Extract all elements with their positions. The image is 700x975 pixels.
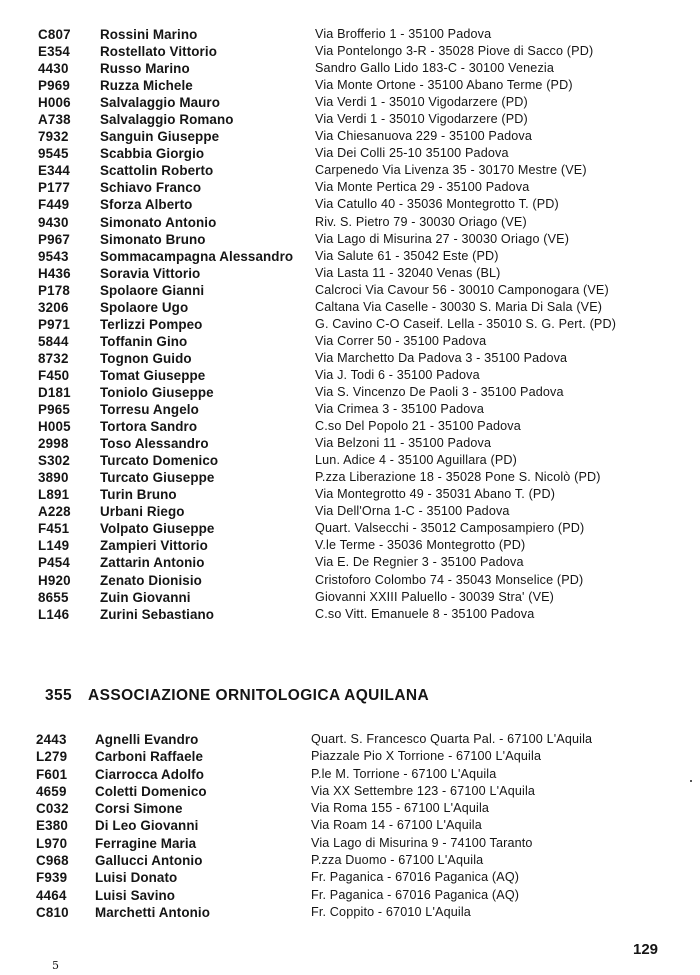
member-row: [0, 748, 700, 765]
member-code: 8655: [38, 589, 69, 605]
member-address: Via Chiesanuova 229 - 35100 Padova: [315, 129, 533, 144]
member-code: C810: [36, 904, 69, 920]
member-name: Tomat Giuseppe: [100, 367, 206, 383]
member-code: P967: [38, 231, 71, 247]
member-name: Zenato Dionisio: [100, 572, 202, 588]
member-row: [0, 43, 700, 60]
member-row: [0, 145, 700, 162]
member-code: 4464: [36, 887, 67, 903]
member-list-section-2: [0, 731, 700, 921]
member-address: Fr. Paganica - 67016 Paganica (AQ): [311, 870, 520, 885]
member-name: Spolaore Gianni: [100, 282, 205, 298]
member-row: [0, 469, 700, 486]
signature-mark: 5: [52, 959, 59, 972]
member-row: [0, 731, 700, 748]
member-address: Via Crimea 3 - 35100 Padova: [315, 402, 485, 417]
member-code: P177: [38, 180, 71, 196]
member-address: Carpenedo Via Livenza 35 - 30170 Mestre (VE): [315, 163, 587, 178]
member-address: Via Correr 50 - 35100 Padova: [315, 333, 487, 348]
member-address: Giovanni XXIII Paluello - 30039 Stra' (VE): [315, 589, 555, 604]
member-name: Marchetti Antonio: [95, 904, 211, 920]
member-address: Calcroci Via Cavour 56 - 30010 Camponogara (VE): [315, 282, 609, 297]
member-list-section-1: [0, 26, 700, 623]
member-code: 9545: [38, 146, 69, 162]
member-row: [0, 401, 700, 418]
member-address: Piazzale Pio X Torrione - 67100 L'Aquila: [311, 749, 542, 764]
member-code: H436: [38, 265, 71, 281]
member-address: Via Dell'Orna 1-C - 35100 Padova: [315, 504, 510, 519]
member-code: S302: [38, 453, 71, 469]
member-address: Fr. Coppito - 67010 L'Aquila: [311, 904, 471, 919]
member-row: [0, 128, 700, 145]
member-row: [0, 486, 700, 503]
member-code: 7932: [38, 129, 69, 145]
section-title: ASSOCIAZIONE ORNITOLOGICA AQUILANA: [88, 687, 430, 704]
member-row: [0, 783, 700, 800]
member-row: [0, 350, 700, 367]
member-address: P.le M. Torrione - 67100 L'Aquila: [311, 766, 497, 781]
member-address: Via Monte Pertica 29 - 35100 Padova: [315, 180, 530, 195]
member-code: A738: [38, 112, 71, 128]
member-code: E354: [38, 44, 71, 60]
member-row: [0, 852, 700, 869]
margin-dot: [690, 780, 692, 782]
member-name: Corsi Simone: [95, 801, 183, 817]
member-code: P454: [38, 555, 71, 571]
member-code: L149: [38, 538, 70, 554]
member-row: [0, 60, 700, 77]
member-row: [0, 367, 700, 384]
member-row: [0, 835, 700, 852]
member-address: Via Salute 61 - 35042 Este (PD): [315, 248, 499, 263]
member-name: Ferragine Maria: [95, 835, 197, 851]
member-address: P.zza Duomo - 67100 L'Aquila: [311, 853, 484, 868]
member-name: Turin Bruno: [100, 487, 177, 503]
member-name: Zampieri Vittorio: [100, 538, 208, 554]
member-name: Volpato Giuseppe: [100, 521, 215, 537]
member-row: [0, 384, 700, 401]
member-code: C968: [36, 853, 69, 869]
member-address: C.so Del Popolo 21 - 35100 Padova: [315, 419, 521, 434]
member-address: Via XX Settembre 123 - 67100 L'Aquila: [311, 783, 536, 798]
member-address: Lun. Adice 4 - 35100 Aguillara (PD): [315, 453, 517, 468]
member-row: [0, 316, 700, 333]
member-code: 2443: [36, 732, 67, 747]
member-name: Russo Marino: [100, 61, 190, 77]
member-code: L279: [36, 749, 68, 765]
member-name: Carboni Raffaele: [95, 749, 204, 765]
member-name: Agnelli Evandro: [95, 732, 199, 747]
member-name: Turcato Giuseppe: [100, 470, 215, 486]
member-code: C807: [38, 27, 71, 42]
member-address: G. Cavino C-O Caseif. Lella - 35010 S. G. Pert. (PD): [315, 316, 617, 331]
member-name: Soravia Vittorio: [100, 265, 201, 281]
member-address: Via Belzoni 11 - 35100 Padova: [315, 436, 492, 451]
member-code: 4430: [38, 61, 69, 77]
section-number: 355: [45, 687, 73, 704]
member-code: P969: [38, 78, 71, 94]
member-name: Torresu Angelo: [100, 402, 199, 418]
member-address: Via Lasta 11 - 32040 Venas (BL): [315, 265, 501, 280]
member-row: [0, 606, 700, 623]
member-name: Toffanin Gino: [100, 333, 188, 349]
member-row: [0, 589, 700, 606]
member-code: 9430: [38, 214, 69, 230]
member-code: P178: [38, 282, 71, 298]
member-code: H006: [38, 95, 71, 111]
member-address: Cristoforo Colombo 74 - 35043 Monselice (PD): [315, 572, 584, 587]
member-address: Via E. De Regnier 3 - 35100 Padova: [315, 555, 524, 570]
member-name: Toniolo Giuseppe: [100, 384, 214, 400]
member-code: H005: [38, 419, 71, 435]
member-name: Di Leo Giovanni: [95, 818, 199, 834]
member-code: H920: [38, 572, 71, 588]
member-name: Simonato Antonio: [100, 214, 217, 230]
member-code: L891: [38, 487, 70, 503]
member-name: Luisi Savino: [95, 887, 176, 903]
member-code: E380: [36, 818, 69, 834]
member-row: [0, 887, 700, 904]
member-address: Via Catullo 40 - 35036 Montegrotto T. (PD): [315, 197, 559, 212]
member-code: 2998: [38, 436, 69, 452]
member-name: Tortora Sandro: [100, 419, 198, 435]
member-code: F451: [38, 521, 70, 537]
member-row: [0, 333, 700, 350]
member-name: Scattolin Roberto: [100, 163, 214, 179]
member-address: V.le Terme - 35036 Montegrotto (PD): [315, 538, 526, 553]
member-row: [0, 179, 700, 196]
member-name: Urbani Riego: [100, 504, 185, 520]
member-row: [0, 554, 700, 571]
member-code: P965: [38, 402, 71, 418]
member-row: [0, 214, 700, 231]
member-address: P.zza Liberazione 18 - 35028 Pone S. Nicolò (PD): [315, 470, 601, 485]
member-name: Rostellato Vittorio: [100, 44, 217, 60]
member-name: Zattarin Antonio: [100, 555, 205, 571]
member-name: Scabbia Giorgio: [100, 146, 205, 162]
member-code: 5844: [38, 333, 69, 349]
member-row: [0, 904, 700, 921]
member-code: C032: [36, 801, 69, 817]
member-row: [0, 77, 700, 94]
member-name: Turcato Domenico: [100, 453, 219, 469]
member-row: [0, 435, 700, 452]
member-row: [0, 196, 700, 213]
member-row: [0, 26, 700, 43]
member-row: [0, 248, 700, 265]
section-heading: [45, 687, 429, 705]
member-name: Sforza Alberto: [100, 197, 193, 213]
member-address: Via J. Todi 6 - 35100 Padova: [315, 367, 480, 382]
member-name: Spolaore Ugo: [100, 299, 189, 315]
member-name: Gallucci Antonio: [95, 853, 203, 869]
member-code: L146: [38, 606, 70, 622]
member-name: Ruzza Michele: [100, 78, 193, 94]
member-address: Via Brofferio 1 - 35100 Padova: [315, 27, 492, 41]
member-address: Via Lago di Misurina 27 - 30030 Oriago (VE): [315, 231, 570, 246]
member-name: Zurini Sebastiano: [100, 606, 215, 622]
member-row: [0, 452, 700, 469]
member-address: Quart. S. Francesco Quarta Pal. - 67100 L'Aquila: [311, 732, 593, 746]
member-code: E344: [38, 163, 71, 179]
member-name: Coletti Domenico: [95, 783, 207, 799]
member-address: Via Verdi 1 - 35010 Vigodarzere (PD): [315, 95, 528, 110]
member-row: [0, 869, 700, 886]
member-address: Via Verdi 1 - 35010 Vigodarzere (PD): [315, 112, 528, 127]
member-code: F450: [38, 367, 70, 383]
member-name: Rossini Marino: [100, 27, 198, 42]
member-name: Schiavo Franco: [100, 180, 202, 196]
member-row: [0, 537, 700, 554]
member-code: A228: [38, 504, 71, 520]
member-code: 9543: [38, 248, 69, 264]
member-address: Via Roam 14 - 67100 L'Aquila: [311, 818, 482, 833]
member-address: Via Dei Colli 25-10 35100 Padova: [315, 146, 509, 161]
member-row: [0, 231, 700, 248]
member-row: [0, 162, 700, 179]
member-address: Caltana Via Caselle - 30030 S. Maria Di Sala (VE): [315, 299, 603, 314]
member-code: D181: [38, 384, 71, 400]
member-name: Salvalaggio Mauro: [100, 95, 221, 111]
member-address: Via Lago di Misurina 9 - 74100 Taranto: [311, 835, 533, 850]
member-row: [0, 800, 700, 817]
member-name: Luisi Donato: [95, 870, 178, 886]
member-code: P971: [38, 316, 71, 332]
member-row: [0, 817, 700, 834]
member-address: C.so Vitt. Emanuele 8 - 35100 Padova: [315, 606, 535, 621]
member-row: [0, 111, 700, 128]
member-row: [0, 572, 700, 589]
member-code: 8732: [38, 350, 69, 366]
member-address: Via S. Vincenzo De Paoli 3 - 35100 Padova: [315, 384, 564, 399]
member-row: [0, 282, 700, 299]
member-code: 3890: [38, 470, 69, 486]
member-name: Ciarrocca Adolfo: [95, 766, 204, 782]
member-address: Riv. S. Pietro 79 - 30030 Oriago (VE): [315, 214, 527, 229]
member-address: Via Pontelongo 3-R - 35028 Piove di Sacco (PD): [315, 44, 594, 59]
member-name: Tognon Guido: [100, 350, 192, 366]
member-address: Quart. Valsecchi - 35012 Camposampiero (PD): [315, 521, 585, 536]
member-address: Via Marchetto Da Padova 3 - 35100 Padova: [315, 350, 568, 365]
member-code: F601: [36, 766, 68, 782]
member-row: [0, 94, 700, 111]
member-name: Salvalaggio Romano: [100, 112, 234, 128]
member-name: Terlizzi Pompeo: [100, 316, 203, 332]
member-row: [0, 503, 700, 520]
member-row: [0, 265, 700, 282]
member-address: Fr. Paganica - 67016 Paganica (AQ): [311, 887, 520, 902]
member-code: F449: [38, 197, 70, 213]
member-row: [0, 520, 700, 537]
member-name: Sommacampagna Alessandro: [100, 248, 294, 264]
member-address: Via Montegrotto 49 - 35031 Abano T. (PD): [315, 487, 556, 502]
member-name: Zuin Giovanni: [100, 589, 191, 605]
member-code: L970: [36, 835, 68, 851]
member-address: Sandro Gallo Lido 183-C - 30100 Venezia: [315, 61, 554, 76]
member-address: Via Monte Ortone - 35100 Abano Terme (PD): [315, 78, 573, 93]
page-number: 129: [633, 941, 659, 958]
member-row: [0, 299, 700, 316]
member-address: Via Roma 155 - 67100 L'Aquila: [311, 801, 490, 816]
member-name: Toso Alessandro: [100, 436, 209, 452]
member-code: F939: [36, 870, 68, 886]
member-code: 4659: [36, 783, 67, 799]
member-name: Simonato Bruno: [100, 231, 206, 247]
member-row: [0, 766, 700, 783]
member-code: 3206: [38, 299, 69, 315]
member-name: Sanguin Giuseppe: [100, 129, 220, 145]
member-row: [0, 418, 700, 435]
